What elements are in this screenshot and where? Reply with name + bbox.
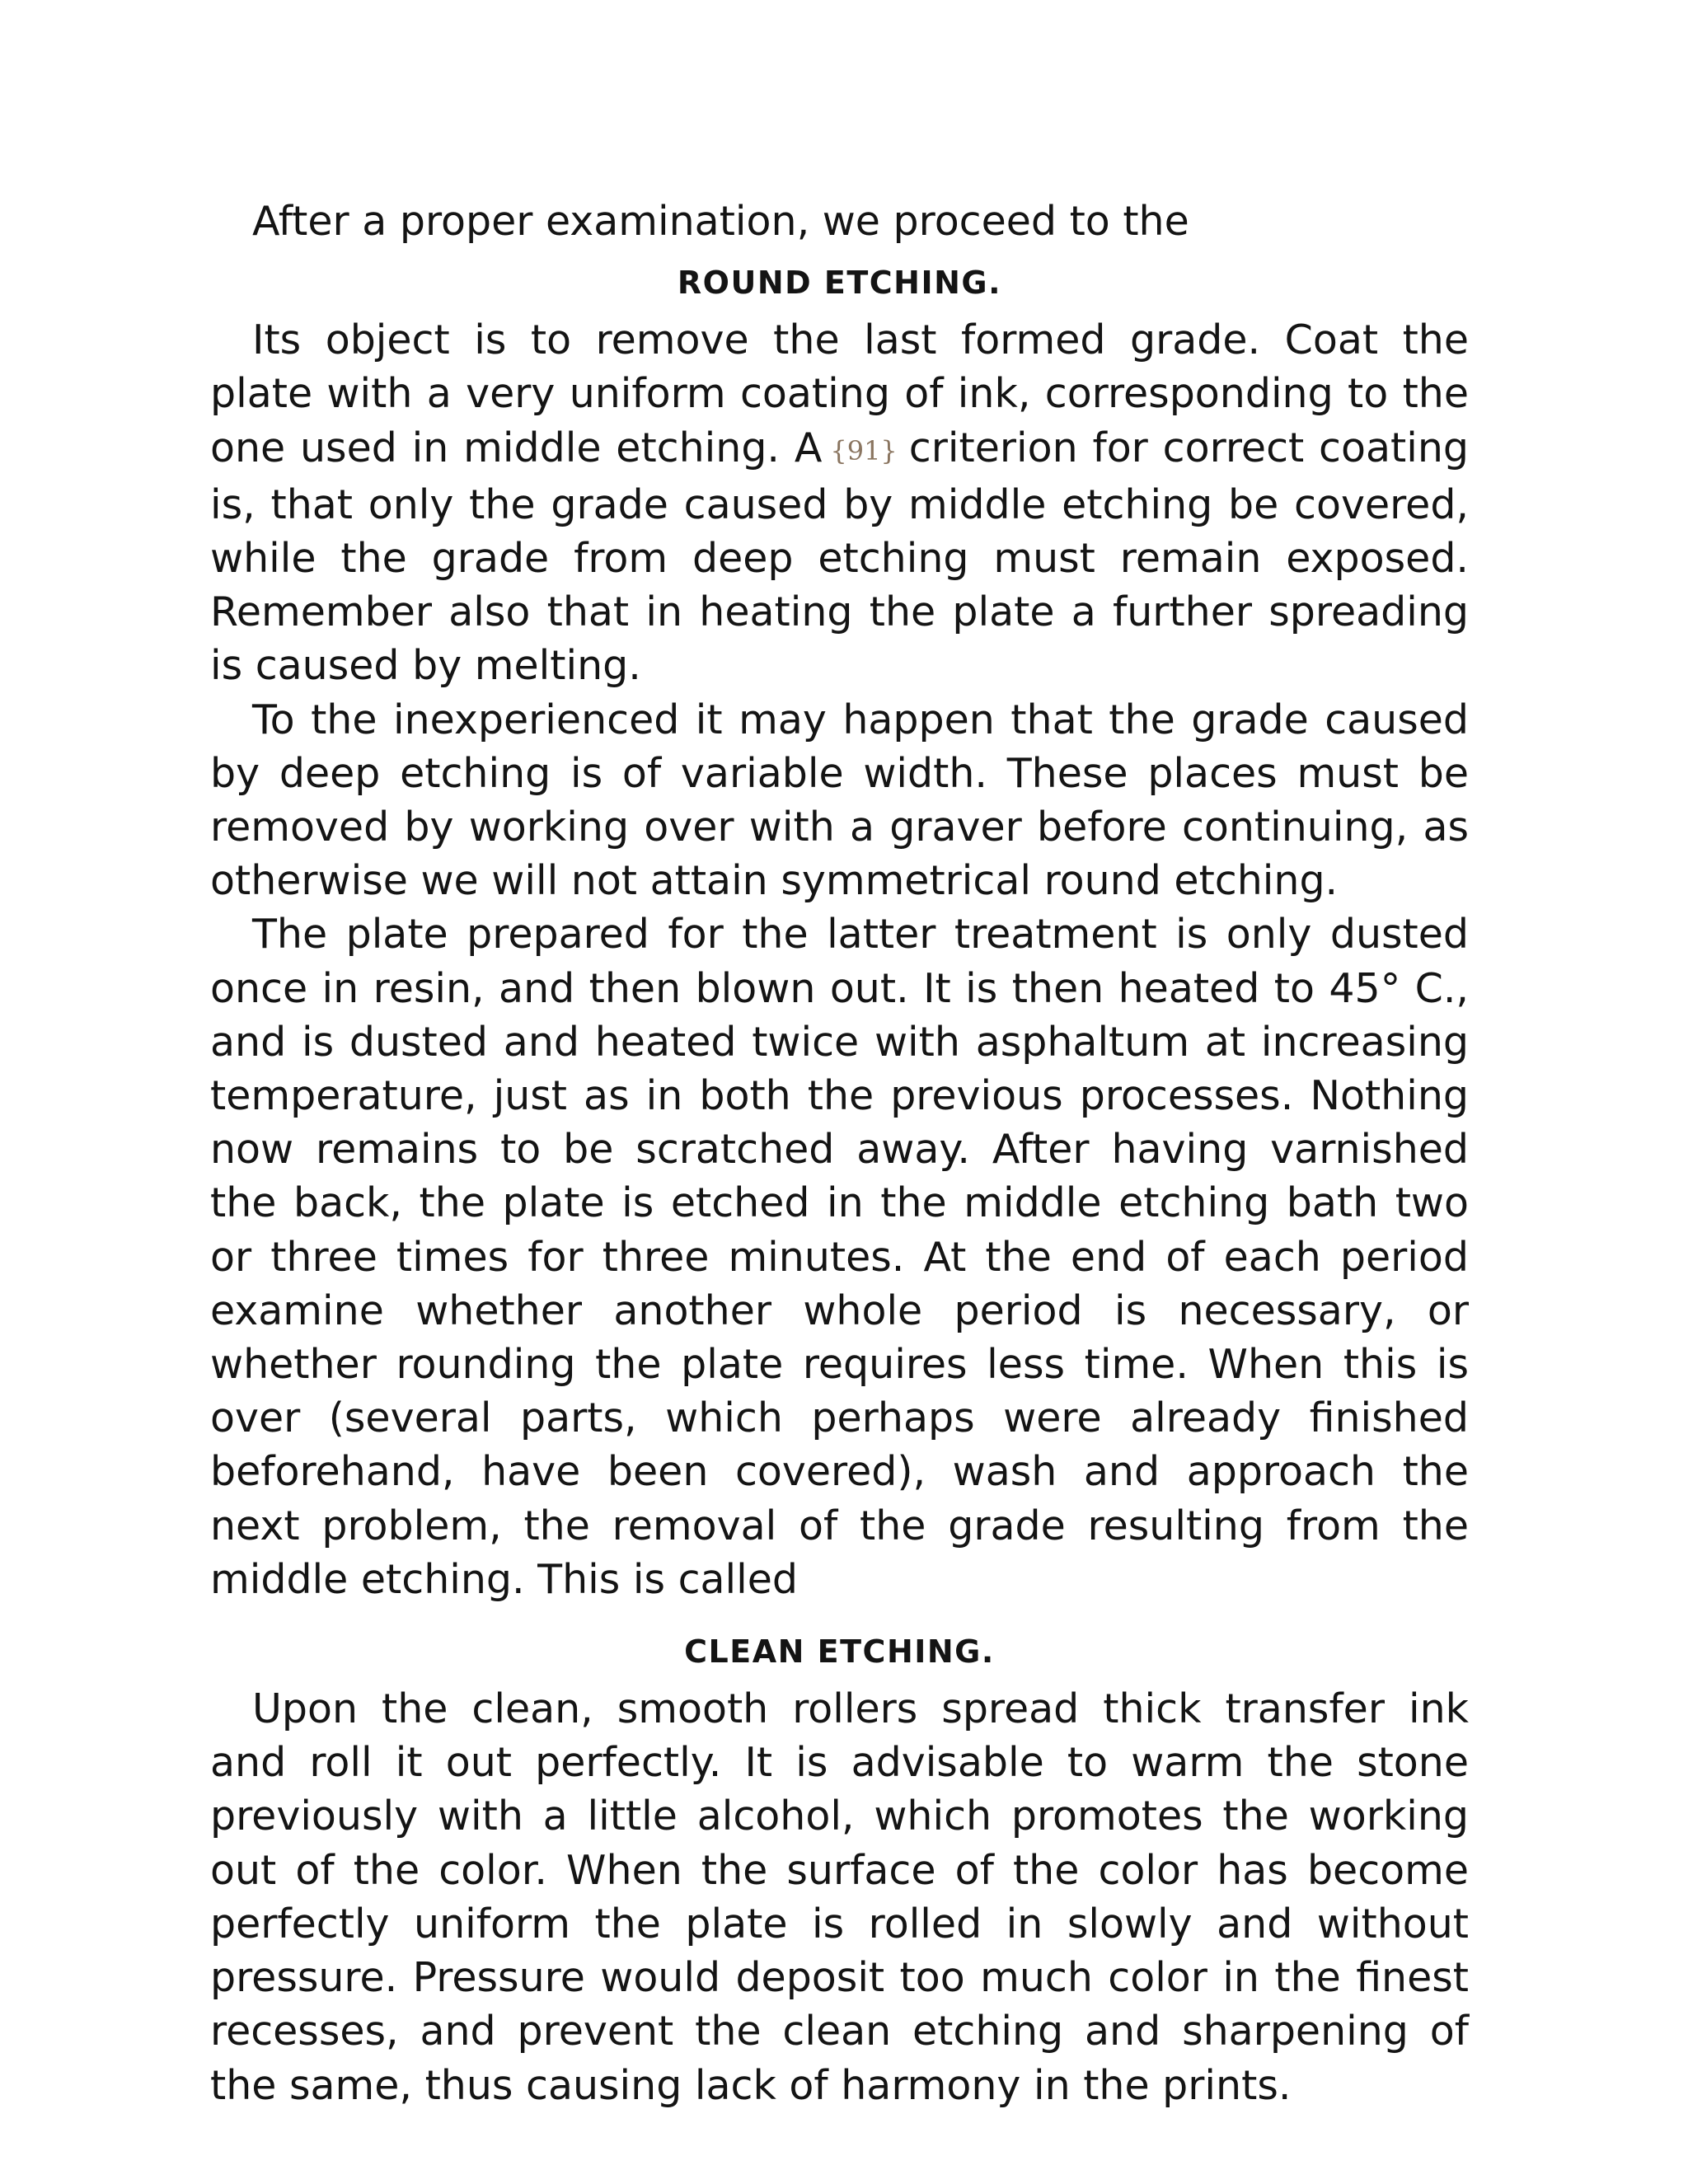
intro-paragraph: After a proper examination, we proceed to the: [252, 198, 1189, 245]
page-number-marker: {91}: [830, 434, 898, 466]
paragraph-round-etching-object: [210, 313, 1469, 692]
paragraph-inexperienced: To the inexperienced it may happen that the grade caused by deep etching is of variable width. These places must be removed by working over with a graver before continuing, as otherwise we will not attain symmetrical round etching.: [210, 696, 1469, 905]
paragraph-clean-etching: Upon the clean, smooth rollers spread thick transfer ink and roll it out perfectly. It is advisable to warm the stone previously with a little alcohol, which promotes the working out of the color. When the surface of the color has become perfectly uniform the plate is rolled in slowly and without pressure. Pressure would deposit too much color in the finest recesses, and prevent the clean etching and sharpening of the same, thus causing lack of harmony in the prints.: [210, 1685, 1469, 2109]
paragraph-text-after-page-number: criterion for correct coating is, that only the grade caused by middle etching be covered, while the grade from deep etching must remain exposed. Remember also that in heating the plate a further spreading is caused by melting.: [210, 424, 1469, 690]
paragraph-text-before-page-number: Its object is to remove the last formed grade. Coat the plate with a very uniform coating of ink, corresponding to the one used in middle etching. A: [210, 316, 1469, 471]
paragraph-plate-treatment: The plate prepared for the latter treatment is only dusted once in resin, and then blown out. It is then heated to 45° C., and is dusted and heated twice with asphaltum at increasing temperature, just as in both the previous processes. Nothing now remains to be scratched away. After having varnished the back, the plate is etched in the middle etching bath two or three times for three minutes. At the end of each period examine whether another whole period is necessary, or whether rounding the plate requires less time. When this is over (several parts, which perhaps were already finished beforehand, have been covered), wash and approach the next problem, the removal of the grade resulting from the middle etching. This is called: [210, 911, 1469, 1603]
round-etching-heading: ROUND ETCHING.: [677, 265, 1002, 302]
book-page: [210, 194, 1469, 2112]
clean-etching-heading: CLEAN ETCHING.: [684, 1633, 995, 1671]
